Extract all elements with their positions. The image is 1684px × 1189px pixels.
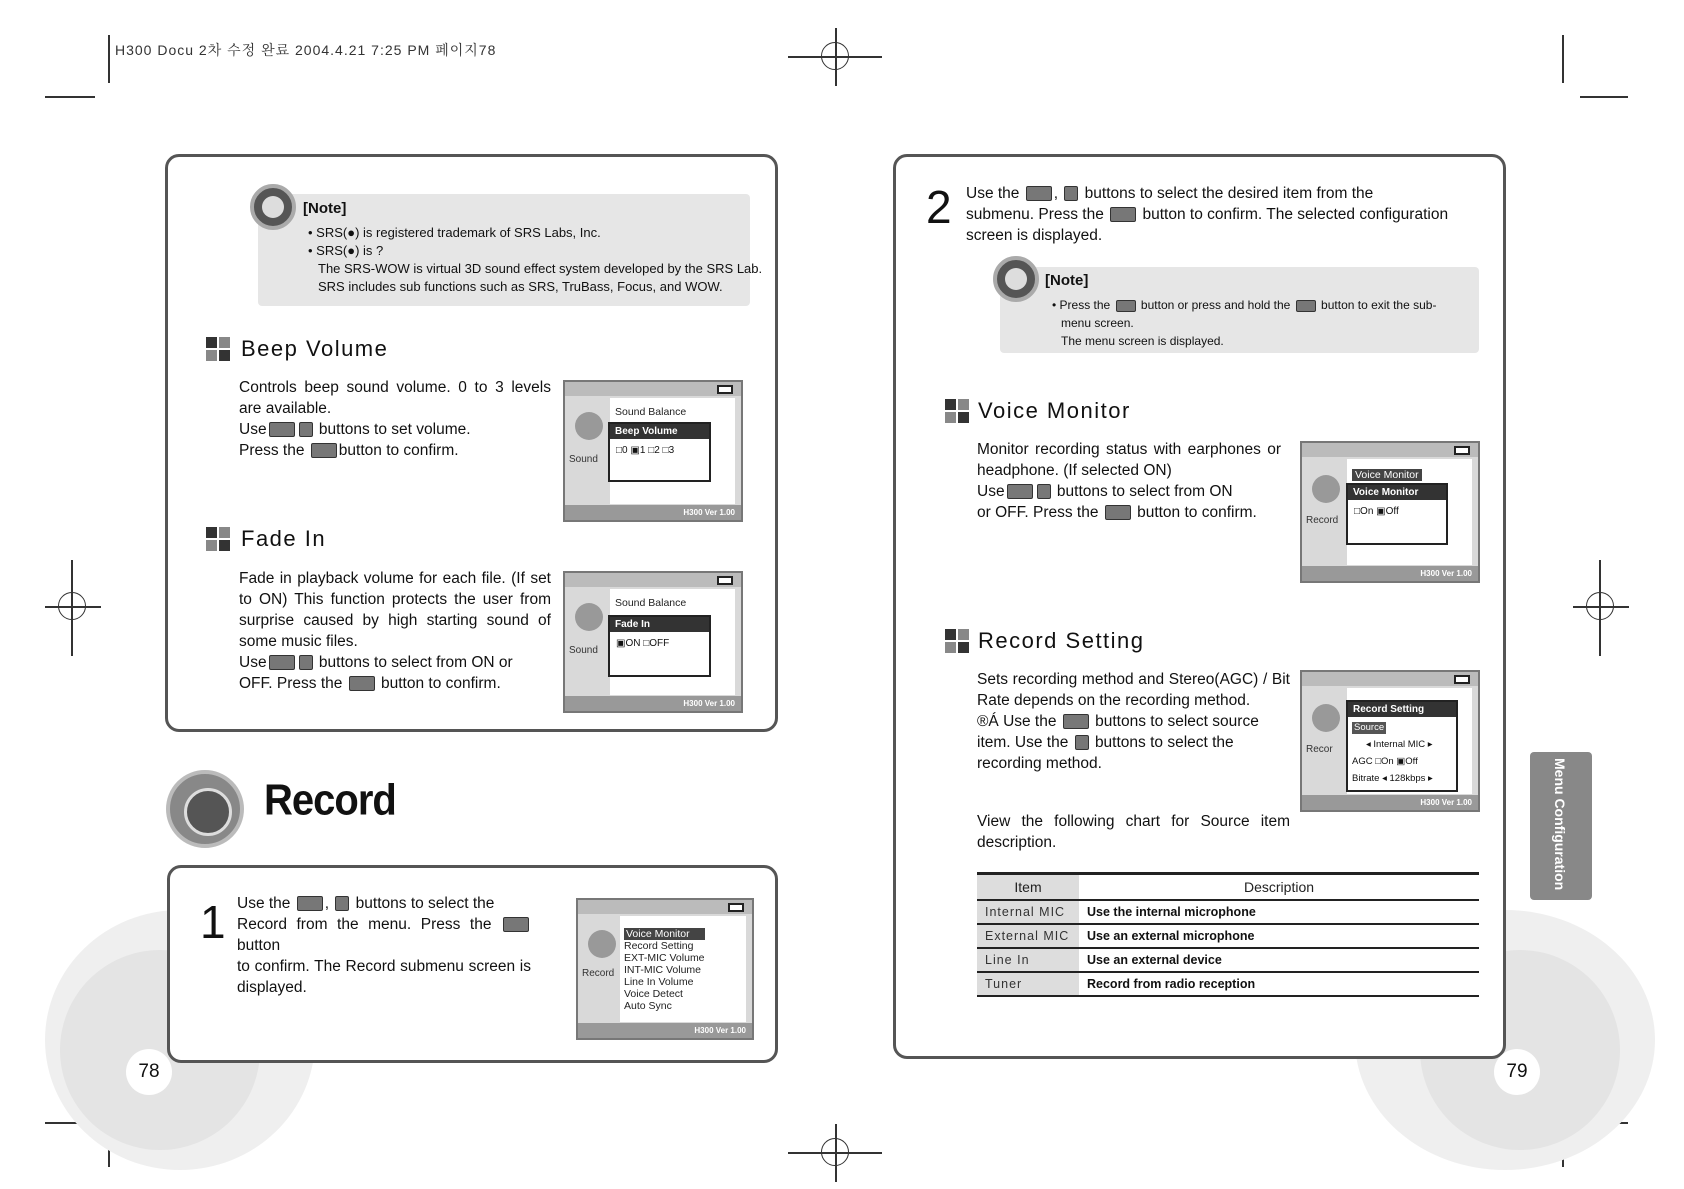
volume-button-icon <box>297 896 323 911</box>
note-line: • SRS(●) is ? <box>308 243 384 258</box>
section-title-voice-monitor: Voice Monitor <box>978 398 1131 423</box>
device-screen-voice-monitor: Record Voice Monitor Voice Monitor □On ▣Off H300 Ver 1.00 <box>1300 441 1480 583</box>
volume-button-icon <box>1007 484 1033 499</box>
page-number-right: 79 <box>1494 1049 1540 1095</box>
skip-button-icon <box>335 896 349 911</box>
skip-button-icon <box>1075 735 1089 750</box>
volume-button-icon <box>269 422 295 437</box>
step2-text: Use the , buttons to select the desired item from the submenu. Press the button to confirm. The selected configuration screen is displayed. <box>966 185 1449 244</box>
section-bullet-icon <box>206 337 230 361</box>
table-row: Tuner Record from radio reception <box>977 972 1479 996</box>
skip-button-icon <box>299 422 313 437</box>
note-line: menu screen. <box>1061 316 1134 330</box>
voice-monitor-description: Monitor recording status with earphones or headphone. (If selected ON) Use buttons to select from ON or OFF. Press the button to confirm. <box>977 441 1281 521</box>
crop-mark <box>1580 96 1628 98</box>
source-item-table <box>977 872 1479 997</box>
navi-button-icon <box>1105 505 1131 520</box>
table-row: External MIC Use an external microphone <box>977 924 1479 948</box>
note-title: [Note] <box>1045 272 1089 289</box>
skip-button-icon <box>299 655 313 670</box>
step-number: 2 <box>926 181 952 233</box>
beep-description: Controls beep sound volume. 0 to 3 levels are available. Use buttons to set volume. Press the button to confirm. <box>239 379 551 459</box>
stop-button-icon <box>1116 300 1136 312</box>
volume-button-icon <box>269 655 295 670</box>
record-submenu: Voice Monitor Record Setting EXT-MIC Volume INT-MIC Volume Line In Volume Voice Detect Auto Sync <box>624 928 705 1012</box>
table-header: Item <box>977 874 1079 901</box>
crop-mark <box>1562 35 1564 83</box>
section-bullet-icon <box>945 399 969 423</box>
speaker-icon <box>575 603 603 631</box>
navi-button-icon <box>311 443 337 458</box>
table-row: Line In Use an external device <box>977 948 1479 972</box>
note-line: • SRS(●) is registered trademark of SRS Labs, Inc. <box>308 225 601 240</box>
navi-button-icon <box>1110 207 1136 222</box>
note-icon <box>993 256 1039 302</box>
table-header: Description <box>1079 874 1479 901</box>
navi-button-icon <box>349 676 375 691</box>
record-setting-popup: Record Setting Source ◂ Internal MIC ▸ AGC □On ▣Off Bitrate ◂ 128kbps ▸ <box>1346 700 1458 792</box>
table-row: Internal MIC Use the internal microphone <box>977 900 1479 924</box>
skip-button-icon <box>1037 484 1051 499</box>
voice-monitor-popup: Voice Monitor □On ▣Off <box>1346 483 1448 545</box>
battery-icon <box>717 576 733 585</box>
step1-text: Use the , buttons to select the Record from the menu. Press the button to confirm. The Record submenu screen is displayed. <box>237 895 531 996</box>
step-number: 1 <box>200 896 226 948</box>
device-screen-fade-in: Sound Sound Balance Fade In ▣ON □OFF H300 Ver 1.00 <box>563 571 743 713</box>
note-line: The menu screen is displayed. <box>1061 334 1224 348</box>
chart-reference-text: View the following chart for Source item description. <box>977 813 1290 851</box>
fade-in-popup: Fade In ▣ON □OFF <box>608 615 711 677</box>
section-bullet-icon <box>206 527 230 551</box>
skip-button-icon <box>1064 186 1078 201</box>
speaker-icon <box>575 412 603 440</box>
microphone-icon <box>1312 704 1340 732</box>
note-line: The SRS-WOW is virtual 3D sound effect system developed by the SRS Lab. <box>318 261 763 276</box>
microphone-icon <box>1312 475 1340 503</box>
device-screen-record-menu: Record Voice Monitor Record Setting EXT-MIC Volume INT-MIC Volume Line In Volume Voice Detect Auto Sync H300 Ver 1.00 <box>576 898 754 1040</box>
section-bullet-icon <box>945 629 969 653</box>
print-header: H300 Docu 2차 수정 완료 2004.4.21 7:25 PM 페이지78 <box>115 42 497 58</box>
record-icon <box>166 770 244 848</box>
section-title-beep-volume: Beep Volume <box>241 336 389 361</box>
crop-mark <box>45 96 95 98</box>
battery-icon <box>717 385 733 394</box>
volume-button-icon <box>1063 714 1089 729</box>
navi-button-icon <box>1296 300 1316 312</box>
note-icon <box>250 184 296 230</box>
beep-volume-popup: Beep Volume □0 ▣1 □2 □3 <box>608 422 711 482</box>
navi-button-icon <box>503 917 529 932</box>
device-screen-record-setting: Recor Record Setting Source ◂ Internal MIC ▸ AGC □On ▣Off Bitrate ◂ 128kbps ▸ H300 Ver 1.00 <box>1300 670 1480 812</box>
battery-icon <box>728 903 744 912</box>
page-number-left: 78 <box>126 1049 172 1095</box>
note-line: SRS includes sub functions such as SRS, TruBass, Focus, and WOW. <box>318 279 723 294</box>
volume-button-icon <box>1026 186 1052 201</box>
section-heading-record: Record <box>264 775 396 825</box>
battery-icon <box>1454 675 1470 684</box>
note-line: • Press the button or press and hold the button to exit the sub- <box>1052 298 1437 312</box>
fade-in-description: Fade in playback volume for each file. (If set to ON) This function protects the user from surprise caused by high starting sound of some music files. Use buttons to select from ON or OFF. Press the button to confirm. <box>239 570 551 692</box>
section-title-fade-in: Fade In <box>241 526 327 551</box>
device-screen-beep-volume: Sound Sound Balance Beep Volume □0 ▣1 □2 □3 H300 Ver 1.00 <box>563 380 743 522</box>
side-tab-menu-configuration: Menu Configuration <box>1530 752 1592 900</box>
microphone-icon <box>588 930 616 958</box>
record-setting-description: Sets recording method and Stereo(AGC) / Bit Rate depends on the recording method. ®Á Use the buttons to select source item. Use the buttons to select the recording method. <box>977 671 1290 772</box>
battery-icon <box>1454 446 1470 455</box>
section-title-record-setting: Record Setting <box>978 628 1145 653</box>
crop-mark <box>108 35 110 83</box>
note-title: [Note] <box>303 200 347 217</box>
